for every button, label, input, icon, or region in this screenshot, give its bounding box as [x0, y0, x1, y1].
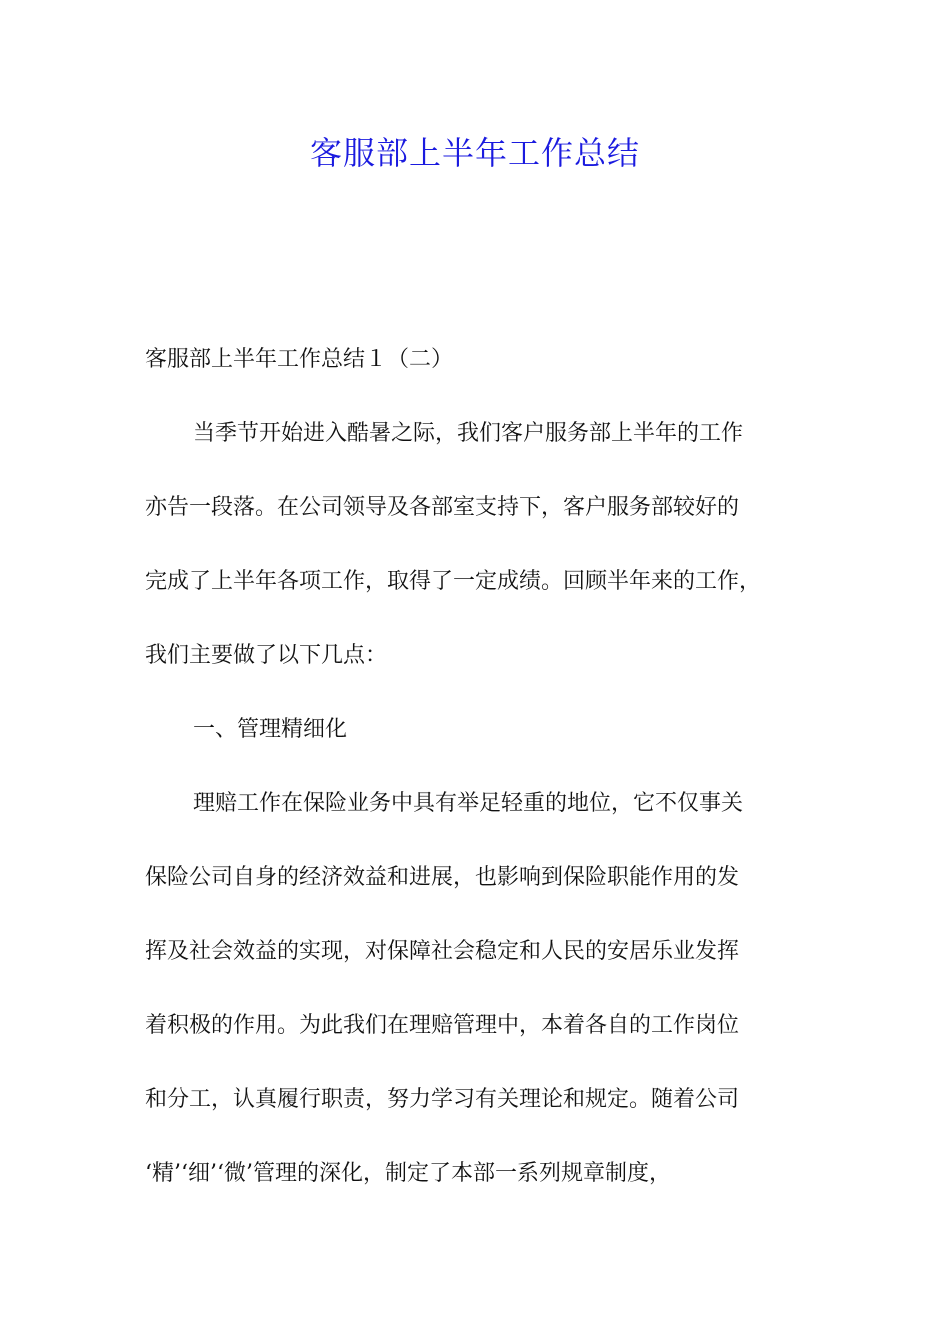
paragraph-line: 理赔工作在保险业务中具有举足轻重的地位，它不仅事关	[193, 791, 744, 816]
section-heading: 一、管理精细化	[193, 717, 348, 742]
paragraph-line: 保险公司自身的经济效益和进展，也影响到保险职能作用的发	[145, 865, 740, 890]
paragraph-line: 着积极的作用。为此我们在理赔管理中，本着各自的工作岗位	[145, 1013, 740, 1038]
paragraph-line: ‘精’‘细’‘微’管理的深化，制定了本部一系列规章制度，	[145, 1161, 671, 1186]
paragraph-line: 亦告一段落。在公司领导及各部室支持下，客户服务部较好的	[145, 495, 740, 520]
paragraph-line: 挥及社会效益的实现，对保障社会稳定和人民的安居乐业发挥	[145, 939, 740, 964]
paragraph-line: 当季节开始进入酷暑之际，我们客户服务部上半年的工作	[193, 421, 744, 446]
paragraph-line: 和分工，认真履行职责，努力学习有关理论和规定。随着公司	[145, 1087, 740, 1112]
paragraph-line: 我们主要做了以下几点：	[145, 643, 388, 668]
section-subtitle: 客服部上半年工作总结１（二）	[145, 347, 454, 372]
document-title: 客服部上半年工作总结	[309, 134, 640, 172]
paragraph-line: 完成了上半年各项工作，取得了一定成绩。回顾半年来的工作，	[145, 569, 762, 594]
